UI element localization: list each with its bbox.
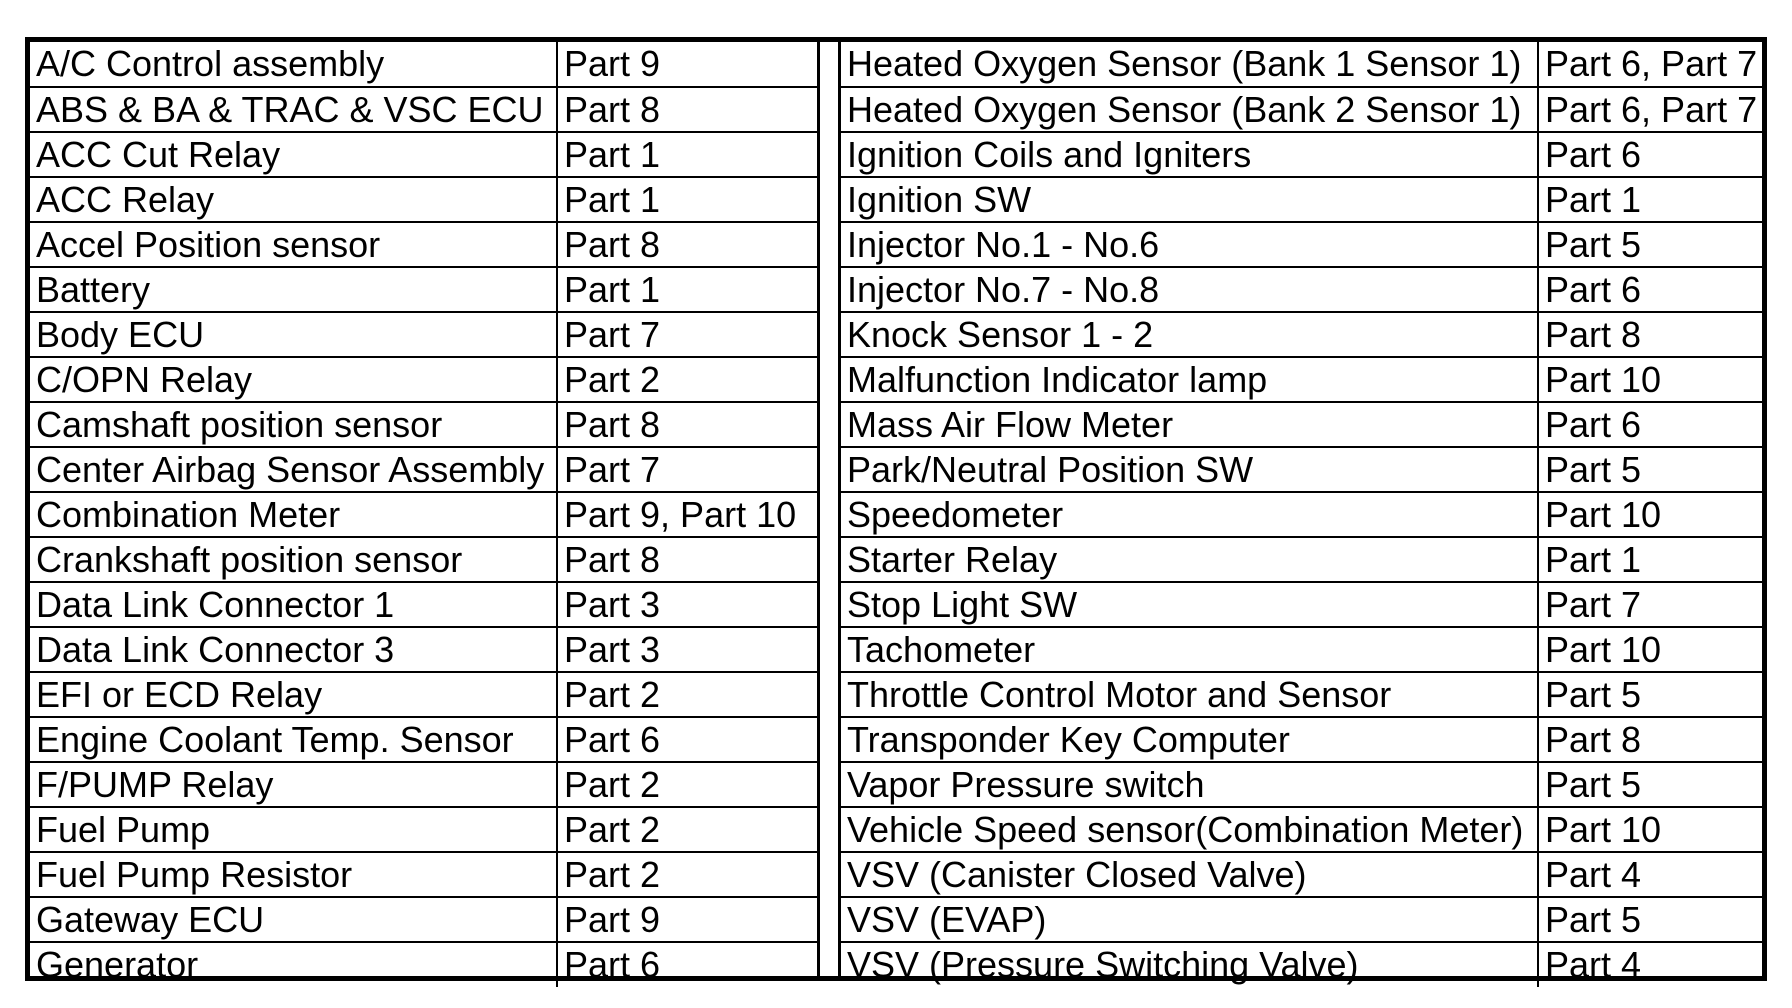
component-name-cell: Data Link Connector 1 (30, 582, 557, 627)
part-reference-cell: Part 5 (1538, 447, 1762, 492)
table-row (30, 582, 817, 627)
part-reference-cell: Part 2 (557, 852, 817, 897)
table-row (30, 177, 817, 222)
component-name-cell: Heated Oxygen Sensor (Bank 1 Sensor 1) (841, 42, 1538, 87)
part-reference-cell: Part 3 (557, 627, 817, 672)
component-name-cell: Tachometer (841, 627, 1538, 672)
component-name-cell: Combination Meter (30, 492, 557, 537)
component-name-cell: Ignition Coils and Igniters (841, 132, 1538, 177)
part-reference-cell: Part 9, Part 10 (557, 492, 817, 537)
component-name-cell: Accel Position sensor (30, 222, 557, 267)
part-reference-cell: Part 6 (1538, 267, 1762, 312)
table-row (841, 357, 1762, 402)
table-row (30, 627, 817, 672)
table-row (841, 42, 1762, 87)
table-row (841, 897, 1762, 942)
table-row (30, 762, 817, 807)
component-name-cell: Gateway ECU (30, 897, 557, 942)
part-reference-cell: Part 6, Part 7 (1538, 42, 1762, 87)
part-reference-cell: Part 7 (1538, 582, 1762, 627)
part-reference-cell: Part 2 (557, 672, 817, 717)
component-name-cell: Heated Oxygen Sensor (Bank 2 Sensor 1) (841, 87, 1538, 132)
table-row (30, 717, 817, 762)
part-reference-cell: Part 2 (557, 357, 817, 402)
table-row (30, 447, 817, 492)
component-name-cell: EFI or ECD Relay (30, 672, 557, 717)
table-row (30, 312, 817, 357)
table-row (841, 627, 1762, 672)
table-row (30, 222, 817, 267)
component-name-cell: VSV (Canister Closed Valve) (841, 852, 1538, 897)
left-table (30, 42, 817, 987)
part-reference-cell: Part 10 (1538, 807, 1762, 852)
table-row (841, 402, 1762, 447)
part-reference-cell: Part 10 (1538, 627, 1762, 672)
part-reference-cell: Part 10 (1538, 492, 1762, 537)
part-reference-cell: Part 5 (1538, 897, 1762, 942)
part-reference-cell: Part 8 (557, 87, 817, 132)
part-reference-cell: Part 8 (557, 222, 817, 267)
component-name-cell: Malfunction Indicator lamp (841, 357, 1538, 402)
table-row (30, 42, 817, 87)
part-reference-cell: Part 5 (1538, 672, 1762, 717)
table-row (841, 312, 1762, 357)
table-row (841, 132, 1762, 177)
table-row (841, 177, 1762, 222)
table-row (30, 87, 817, 132)
part-reference-cell: Part 6 (557, 717, 817, 762)
component-name-cell: Battery (30, 267, 557, 312)
part-reference-cell: Part 5 (1538, 762, 1762, 807)
component-name-cell: Stop Light SW (841, 582, 1538, 627)
component-name-cell: Knock Sensor 1 - 2 (841, 312, 1538, 357)
component-name-cell: Vapor Pressure switch (841, 762, 1538, 807)
component-name-cell: Starter Relay (841, 537, 1538, 582)
component-name-cell: VSV (Pressure Switching Valve) (841, 942, 1538, 987)
table-row (30, 807, 817, 852)
component-index-table (25, 37, 1767, 985)
part-reference-cell: Part 6 (1538, 132, 1762, 177)
part-reference-cell: Part 1 (557, 132, 817, 177)
column-divider (817, 42, 841, 976)
component-name-cell: Camshaft position sensor (30, 402, 557, 447)
table-row (30, 402, 817, 447)
part-reference-cell: Part 5 (1538, 222, 1762, 267)
component-name-cell: Transponder Key Computer (841, 717, 1538, 762)
component-name-cell: A/C Control assembly (30, 42, 557, 87)
table-row (30, 492, 817, 537)
component-name-cell: Vehicle Speed sensor(Combination Meter) (841, 807, 1538, 852)
table-row (30, 132, 817, 177)
component-name-cell: ABS & BA & TRAC & VSC ECU (30, 87, 557, 132)
table-row (841, 762, 1762, 807)
part-reference-cell: Part 9 (557, 42, 817, 87)
part-reference-cell: Part 2 (557, 807, 817, 852)
component-name-cell: Body ECU (30, 312, 557, 357)
table-row (841, 447, 1762, 492)
component-name-cell: Throttle Control Motor and Sensor (841, 672, 1538, 717)
part-reference-cell: Part 1 (1538, 537, 1762, 582)
right-table-section (841, 42, 1762, 985)
component-name-cell: Injector No.7 - No.8 (841, 267, 1538, 312)
component-name-cell: Crankshaft position sensor (30, 537, 557, 582)
component-name-cell: ACC Relay (30, 177, 557, 222)
part-reference-cell: Part 10 (1538, 357, 1762, 402)
part-reference-cell: Part 6, Part 7 (1538, 87, 1762, 132)
part-reference-cell: Part 9 (557, 897, 817, 942)
part-reference-cell: Part 4 (1538, 942, 1762, 987)
component-name-cell: Mass Air Flow Meter (841, 402, 1538, 447)
part-reference-cell: Part 3 (557, 582, 817, 627)
table-row (30, 672, 817, 717)
component-name-cell: Ignition SW (841, 177, 1538, 222)
table-row (30, 852, 817, 897)
table-row (841, 537, 1762, 582)
part-reference-cell: Part 6 (557, 942, 817, 987)
table-row (841, 222, 1762, 267)
table-row (30, 942, 817, 987)
component-name-cell: Data Link Connector 3 (30, 627, 557, 672)
component-name-cell: Injector No.1 - No.6 (841, 222, 1538, 267)
component-name-cell: Fuel Pump (30, 807, 557, 852)
component-name-cell: Fuel Pump Resistor (30, 852, 557, 897)
component-name-cell: Speedometer (841, 492, 1538, 537)
part-reference-cell: Part 8 (557, 402, 817, 447)
table-row (841, 717, 1762, 762)
component-name-cell: Park/Neutral Position SW (841, 447, 1538, 492)
part-reference-cell: Part 1 (557, 267, 817, 312)
table-row (841, 87, 1762, 132)
part-reference-cell: Part 7 (557, 312, 817, 357)
component-name-cell: ACC Cut Relay (30, 132, 557, 177)
part-reference-cell: Part 7 (557, 447, 817, 492)
part-reference-cell: Part 8 (1538, 717, 1762, 762)
part-reference-cell: Part 6 (1538, 402, 1762, 447)
part-reference-cell: Part 8 (557, 537, 817, 582)
component-name-cell: C/OPN Relay (30, 357, 557, 402)
part-reference-cell: Part 1 (1538, 177, 1762, 222)
component-name-cell: VSV (EVAP) (841, 897, 1538, 942)
component-name-cell: Engine Coolant Temp. Sensor (30, 717, 557, 762)
table-row (30, 357, 817, 402)
part-reference-cell: Part 2 (557, 762, 817, 807)
table-row (841, 807, 1762, 852)
table-row (30, 897, 817, 942)
table-row (841, 582, 1762, 627)
right-table (841, 42, 1762, 987)
table-row (841, 672, 1762, 717)
part-reference-cell: Part 4 (1538, 852, 1762, 897)
part-reference-cell: Part 1 (557, 177, 817, 222)
component-name-cell: F/PUMP Relay (30, 762, 557, 807)
part-reference-cell: Part 8 (1538, 312, 1762, 357)
table-row (841, 492, 1762, 537)
left-table-section (30, 42, 817, 985)
component-name-cell: Center Airbag Sensor Assembly (30, 447, 557, 492)
component-name-cell: Generator (30, 942, 557, 987)
table-row (30, 267, 817, 312)
table-row (841, 852, 1762, 897)
table-row (841, 267, 1762, 312)
table-row (841, 942, 1762, 987)
table-row (30, 537, 817, 582)
